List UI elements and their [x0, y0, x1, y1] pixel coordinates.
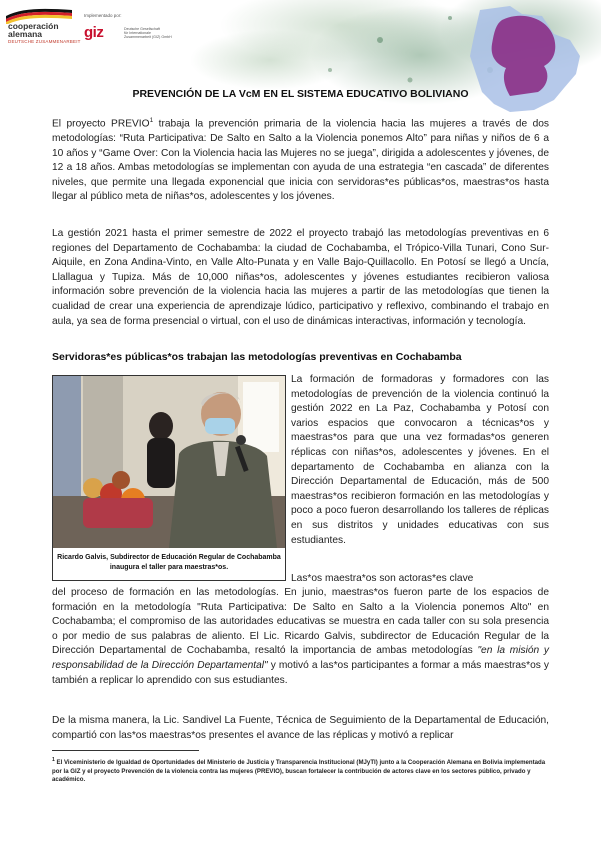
- paragraph-sandivel: De la misma manera, la Lic. Sandivel La Fuente, Técnica de Seguimiento de la Departamental de Educación, compartió con las*os maestras*os presentes el avance de las réplicas y motivó a replicar: [52, 715, 549, 741]
- quote-emphasis: "en la misión y responsabilidad de la Dirección Departamental": [52, 645, 549, 671]
- header-watercolor-decoration: [150, 0, 601, 118]
- paragraph-gestion-2021: La gestión 2021 hasta el primer semestre de 2022 el proyecto trabajó las metodologías preventivas en 6 regiones del Departamento de Cochabamba: la ciudad de Cochabamba, el Trópico-Villa Tunari, Cono Sur-Aiquile, en Zona Andina-Vinto, en Valle Alto-Punata y en Valle Bajo-Quillacollo. En Potosí se llegó a Uncía, Llallagua y Tupiza. Más de 10,000 niñas*os, adolescentes y jóvenes estudiantes recibieron valiosa información sobre prevención de la violencia hacia las mujeres a partir de las metodologías que tienen la cualidad de crear una experiencia de aprendizaje lúdico, participativo y reflexivo, combinando el trabajo en aula, ya sea de forma presencial o virtual, con el uso de dinámicas interactivas, información y tecnología.: [52, 228, 549, 327]
- giz-logo: giz: [84, 24, 104, 41]
- paragraph-intro: El proyecto PREVIO$^1$ trabaja la prevención primaria de la violencia hacia las mujeres a través de dos metodologías: “Ruta Participativa: De Salto en Salto a la Violencia ponemos Alto” para niñas y niños de 6 a 10 años y “Game Over: Con la Violencia hacia las Mujeres no se juega”, dirigida a adolescentes y jóvenes, de 12 a 18 años. Ambas metodologías se implementan con ayuda de una estrategia “en cascada” de diferentes niveles, que permite una llegada exponencial que inicia con servidoras*es públicas*os, maestras*os hasta llegar al público meta de niñas*os, adolescentes y los jóvenes.: [52, 117, 550, 203]
- footnote-ref: 1: [149, 117, 154, 124]
- photo-figure: [52, 375, 286, 581]
- logo-line-alemana: alemana: [8, 29, 43, 39]
- workshop-photo: [53, 376, 285, 548]
- footnote: $^1$ El Viceministerio de Igualdad de Oportunidades del Ministerio de Justicia y Transparencia Institucional (MJyTI) junto a la Cooperación Alemana en Bolivia implementada por la GIZ y el proyecto Prevención de la violencia contra las mujeres (PREVIO), buscan fortalecer la contribución de actores clave en los sectores público, privado y académico.: [52, 757, 546, 784]
- footnote-number: 1: [52, 757, 55, 763]
- page-title: PREVENCIÓN DE LA VcM EN EL SISTEMA EDUCATIVO BOLIVIANO: [132, 88, 469, 100]
- paragraph-formacion: La formación de formadoras y formadores con las metodologías de prevención de la violencia continuó la gestión 2022 en La Paz, Cochabamba y Potosí con varios espacios que convocaron a técnicas*os y maestras*os para que una vez formadas*os generen réplicas con niñas*os, adolescentes y jóvenes. En el departamento de Cochabamba en alianza con la Dirección Departamental de Educación, más de 500 maestras*os recibieron formación en las metodologías y poco a poco fueron desarrollando los talleres de réplicas en sus distritos y unidades educativas con sus estudiantes.: [291, 374, 549, 546]
- logo-line-cooperacion: cooperación: [8, 21, 59, 31]
- paragraph-maestras: del proceso de formación en las metodologías. En junio, maestras*os fueron parte de los espacios de formación en la metodología "Ruta Participativa: De Salto en Salto a la Violencia ponemos Alto" en Cochabamba; el compromiso de las autoridades educativas se muestra en cada taller con su sola presencia o por medio de sus palabras de aliento. El Lic. Ricardo Galvis, subdirector de Educación Regular de la Dirección Departamental de Cochabamba, resaltó la importancia de ambas metodologías "en la misión y responsabilidad de la Dirección Departamental" y motivó a las*os participantes a formar a más maestras*os y también a replicar lo aprendido con sus estudiantes.: [52, 587, 549, 686]
- photo-caption: Ricardo Galvis, Subdirector de Educación Regular de Cochabamba inaugura el taller para maestras*os.: [57, 554, 281, 571]
- logo-subtitle: DEUTSCHE ZUSAMMENARBEIT: [8, 39, 81, 44]
- footnote-divider: [52, 750, 199, 751]
- implemented-by-label: Implementado por:: [84, 13, 122, 18]
- paragraph-maestras-first-line: Las*os maestra*os son actoras*es clave: [291, 573, 474, 584]
- section-heading: Servidoras*es públicas*os trabajan las metodologías preventivas en Cochabamba: [52, 351, 462, 363]
- giz-fullname: Deutsche Gesellschaft für Internationale Zusammenarbeit (GIZ) GmbH: [124, 27, 172, 40]
